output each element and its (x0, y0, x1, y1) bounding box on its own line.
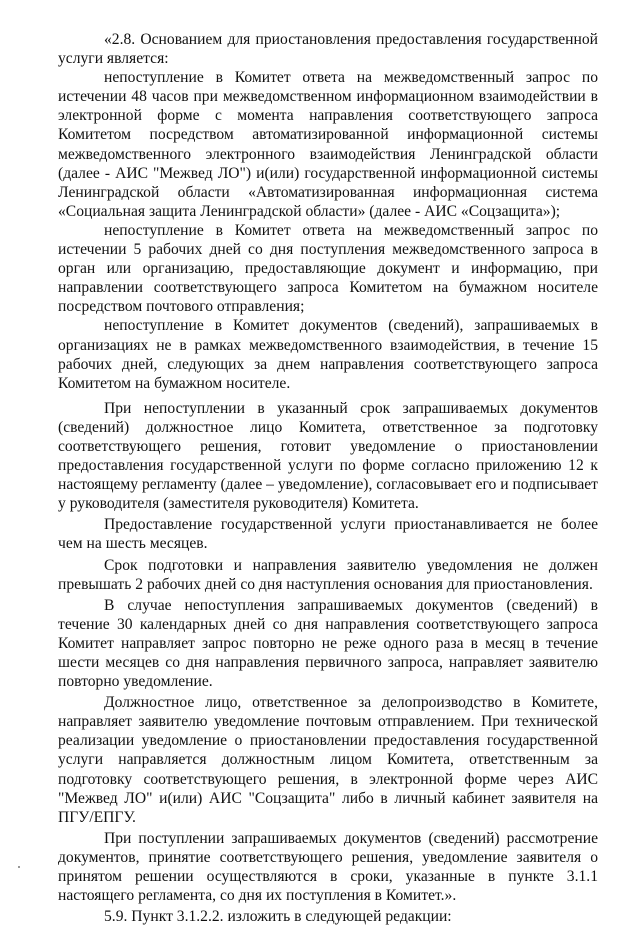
paragraph-30-days: В случае непоступления запрашиваемых документов (сведений) в течение 30 календарных дней со дня направления соответствующего запроса Комитет направляет запрос повторно не реже одного раза в месяц в течение шести месяцев со дня направления первичного запроса, направляет заявителю повторно уведомление. (58, 596, 598, 691)
paragraph-receipt: При поступлении запрашиваемых документов (сведений) рассмотрение документов, принятие соответствующего решения, уведомление заявителя о принятом решении осуществляются в сроки, указанные в пункте 3.1.1 настоящего регламента, со дня их поступления в Комитет.». (58, 829, 598, 905)
paragraph-5-9: 5.9. Пункт 3.1.2.2. изложить в следующей редакции: (104, 908, 452, 926)
paragraph-5-days: непоступление в Комитет ответа на межведомственный запрос по истечении 5 рабочих дней со дня поступления межведомственного запроса в орган или организацию, предоставляющие документ и информацию, при направлении соответствующего запроса Комитетом на бумажном носителе посредством почтового отправления; (58, 221, 598, 316)
document-page (58, 30, 598, 926)
paragraph-official: Должностное лицо, ответственное за делопроизводство в Комитете, направляет заявителю уведомление почтовым отправлением. При технической реализации уведомление о приостановлении предоставления государственной услуги направляется должностным лицом Комитета, ответственным за подготовку соответствующего решения, в электронной форме через АИС "Межвед ЛО" и(или) АИС "Соцзащита" либо в личный кабинет заявителя на ПГУ/ЕПГУ. (58, 694, 598, 826)
paragraph-48-hours: непоступление в Комитет ответа на межведомственный запрос по истечении 48 часов при межведомственном информационном взаимодействии в электронной форме с момента направления соответствующего запроса Комитетом посредством автоматизированной информационной системы межведомственного электронного взаимодействия Ленинградской области (далее - АИС "Межвед ЛО") и(или) государственной информационной системы Ленинградской области «Автоматизированная информационная система «Социальная защита Ленинградской области» (далее - АИС «Соцзащита»); (58, 69, 598, 220)
paragraph-deadline: Срок подготовки и направления заявителю уведомления не должен превышать 2 рабочих дней со дня наступления основания для приостановления. (58, 556, 598, 593)
paragraph-15-days: непоступление в Комитет документов (сведений), запрашиваемых в организациях не в рамках межведомственного взаимодействия, в течение 15 рабочих дней, следующих за днем направления соответствующего запроса Комитетом на бумажном носителе. (58, 317, 598, 392)
paragraph-notification: При непоступлении в указанный срок запрашиваемых документов (сведений) должностное лицо Комитета, ответственное за подготовку соответствующего решения, готовит уведомление о приостановлении предоставления государственной услуги по форме согласно приложению 12 к настоящему регламенту (далее – уведомление), согласовывает его и подписывает у руководителя (заместителя руководителя) Комитета. (58, 399, 598, 513)
paragraph-six-months: Предоставление государственной услуги приостанавливается не более чем на шесть месяцев. (58, 516, 598, 553)
scan-speck (18, 866, 20, 868)
paragraph-2-8-heading: «2.8. Основанием для приостановления предоставления государственной услуги является: (58, 31, 598, 68)
